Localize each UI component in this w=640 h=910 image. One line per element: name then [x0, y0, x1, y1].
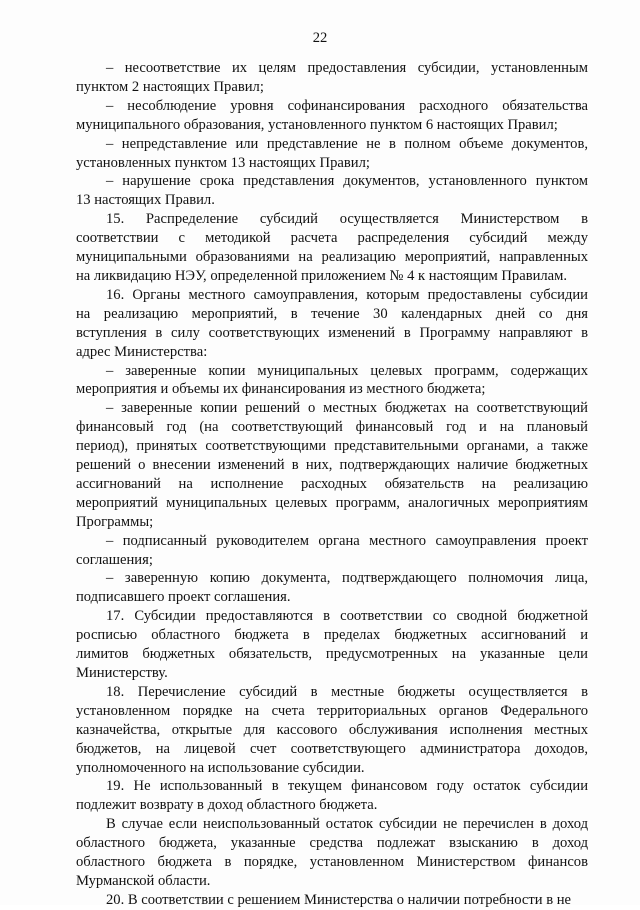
text-line: – несоблюдение уровня софинансирования расходного обязательства — [106, 97, 588, 114]
text-line: финансовый год (на соответствующий финансовый год и на плановый — [76, 419, 588, 436]
paragraph — [76, 891, 588, 910]
text-line: – несоответствие их целям предоставления субсидии, установленным — [106, 60, 588, 76]
text-line: – заверенную копию документа, подтверждающего полномочия лица, — [106, 570, 588, 587]
text-line: 17. Субсидии предоставляются в соответствии со сводной бюджетной — [106, 608, 588, 625]
text-line: 20. В соответствии с решением Министерства о наличии потребности в не — [106, 891, 572, 908]
text-line: казначейства, открытые для кассового обслуживания исполнения местных — [76, 721, 588, 738]
paragraph — [76, 569, 588, 607]
text-line: 15. Распределение субсидий осуществляется Министерством в — [106, 211, 588, 228]
text-line: В случае если неиспользованный остаток субсидии не перечислен в доход — [106, 816, 588, 833]
paragraph — [76, 362, 588, 400]
text-line: соглашения; — [76, 551, 153, 568]
page-number: 22 — [312, 30, 328, 46]
paragraph — [76, 607, 588, 683]
text-line: пунктом 2 настоящих Правил; — [76, 78, 264, 95]
text-line: – подписанный руководителем органа местного самоуправления проект — [106, 532, 588, 549]
text-line: уполномоченного на использование субсидии. — [76, 759, 365, 776]
paragraph — [76, 172, 588, 210]
text-line: – непредставление или представление не в полном объеме документов, — [106, 135, 588, 152]
text-line: – заверенные копии муниципальных целевых программ, содержащих — [106, 362, 588, 379]
text-line: муниципального образования, установленного пунктом 6 настоящих Правил; — [76, 116, 558, 133]
text-line: на ликвидацию НЭУ, определенной приложением № 4 к настоящим Правилам. — [76, 267, 568, 284]
text-line: 18. Перечисление субсидий в местные бюджеты осуществляется в — [106, 683, 588, 700]
text-line: решений о внесении изменений в них, подтверждающих наличие бюджетных — [76, 457, 588, 474]
text-line: 19. Не использованный в текущем финансовом году остаток субсидии — [106, 778, 588, 795]
text-line: на реализацию мероприятий, в течение 30 календарных дней со дня — [76, 305, 588, 322]
text-line: росписью областного бюджета в пределах бюджетных ассигнований и — [76, 627, 588, 644]
paragraph — [76, 97, 588, 135]
paragraph — [76, 532, 588, 570]
text-line: областного бюджета, указанные средства подлежат взысканию в доход — [76, 835, 588, 852]
text-line: муниципальными образованиями на реализацию мероприятий, направленных — [76, 249, 588, 266]
paragraph — [76, 777, 588, 815]
text-line: адрес Министерства: — [76, 343, 208, 360]
text-line: Программы; — [76, 513, 154, 530]
text-line: подлежит возврату в доход областного бюджета. — [76, 797, 378, 814]
paragraph — [76, 399, 588, 531]
text-line: ассигнований на исполнение расходных обязательств на реализацию — [76, 475, 588, 492]
text-line: – заверенные копии решений о местных бюджетах на соответствующий — [106, 400, 588, 417]
text-line: соответствии с методикой расчета распределения субсидий между — [76, 230, 588, 247]
text-line: период), принятых соответствующими представительными органами, а также — [76, 438, 588, 455]
text-line: Мурманской области. — [76, 872, 211, 889]
text-line: подписавшего проект соглашения. — [76, 589, 291, 606]
paragraph — [76, 286, 588, 362]
text-line: мероприятия и объемы их финансирования из местного бюджета; — [76, 381, 486, 398]
paragraph — [76, 683, 588, 778]
text-line: 13 настоящих Правил. — [76, 192, 215, 209]
text-line: бюджетов, на лицевой счет соответствующего администратора доходов, — [76, 740, 588, 757]
text-line: установленных пунктом 13 настоящих Правил; — [76, 154, 370, 171]
paragraph — [76, 210, 588, 286]
document-body — [76, 59, 588, 910]
paragraph — [76, 135, 588, 173]
text-line: 16. Органы местного самоуправления, которым предоставлены субсидии — [106, 286, 588, 303]
paragraph — [76, 59, 588, 97]
text-line: Министерству. — [76, 665, 168, 681]
text-line: вступления в силу соответствующих изменений в Программу направляют в — [76, 324, 588, 341]
text-line: областного бюджета в порядке, установленном Министерством финансов — [76, 854, 588, 871]
text-line: лимитов бюджетных обязательств, предусмотренных на указанные цели — [76, 646, 588, 663]
paragraph — [76, 815, 588, 891]
text-line: – нарушение срока представления документов, установленного пунктом — [106, 173, 588, 190]
text-line: установленном порядке на счета территориальных органов Федерального — [76, 702, 588, 719]
text-line: мероприятий муниципальных целевых программ, аналогичных мероприятиям — [76, 494, 588, 511]
